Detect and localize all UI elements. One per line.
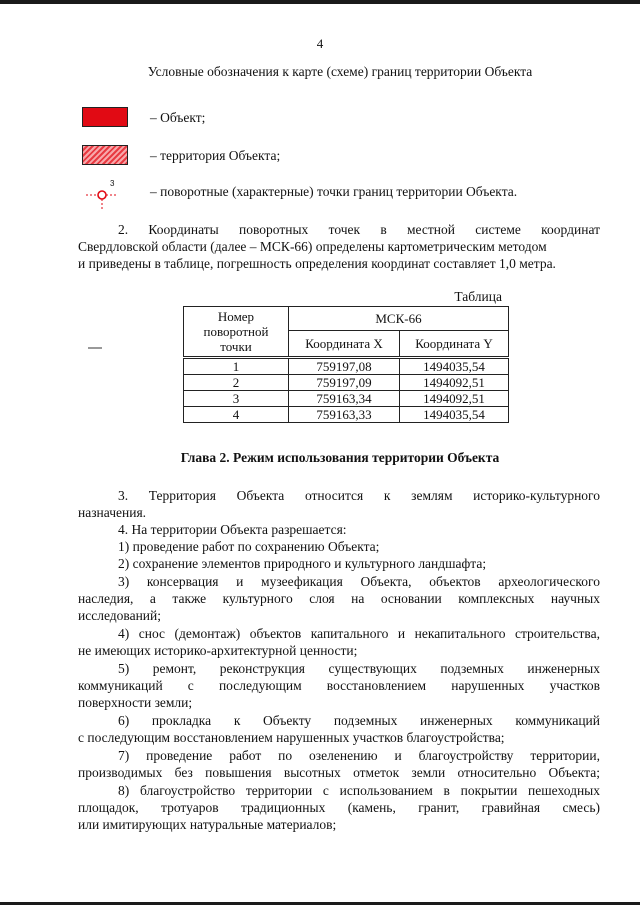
page-number: 4 — [316, 36, 324, 51]
text-line: 4) снос (демонтаж) объектов капитального и некапитального строительства, — [118, 626, 600, 641]
text-line: 5) ремонт, реконструкция существующих подземных инженерных — [118, 661, 600, 676]
text-line: 6) прокладка к Объекту подземных инженерных коммуникаций — [118, 713, 600, 728]
text-line: 8) благоустройство территории с использованием в покрытии пешеходных — [118, 783, 600, 798]
table-header-x: Координата X — [289, 330, 400, 357]
paragraph-2-line-2: Свердловской области (далее – МСК-66) определены картометрическим методом — [78, 239, 547, 254]
text-line: исследований; — [78, 608, 161, 623]
point-number-label: 3 — [110, 179, 115, 188]
table-header-msk: МСК-66 — [289, 307, 509, 331]
text-line: не имеющих историко-архитектурной ценности; — [78, 643, 358, 658]
text-line: с последующим восстановлением нарушенных участков благоустройства; — [78, 730, 505, 745]
turning-point-icon — [82, 181, 132, 203]
territory-hatch-icon — [82, 145, 132, 167]
table-row: 2 759197,09 1494092,51 — [184, 375, 509, 391]
coordinates-table — [183, 306, 509, 423]
text-line: 3. Территория Объекта относится к землям историко-культурного — [118, 488, 600, 503]
table-header-y: Координата Y — [400, 330, 509, 357]
table-row: 1 759197,08 1494035,54 — [184, 358, 509, 375]
chapter-title: Глава 2. Режим использования территории Объекта — [180, 450, 500, 465]
text-line: 7) проведение работ по озеленению и благоустройству территории, — [118, 748, 600, 763]
scan-top-edge — [0, 0, 640, 4]
text-line: или имитирующих натуральные материалов; — [78, 817, 337, 832]
text-line: площадок, тротуаров традиционных (камень, гранит, гравийная смесь) — [78, 800, 600, 815]
legend-item-turning-point — [82, 179, 518, 204]
text-line: наследия, а также культурного слоя на основании комплексных научных — [78, 591, 600, 606]
legend-item-label: – Объект; — [150, 110, 206, 125]
text-line: назначения. — [78, 505, 147, 520]
object-symbol-icon — [82, 107, 132, 129]
text-line: поверхности земли; — [78, 695, 193, 710]
paragraph-2-line-1: 2. Координаты поворотных точек в местной системе координат — [118, 222, 600, 237]
text-line: производимых без повышения высотных отметок земли относительно Объекта; — [78, 765, 600, 780]
text-line: 1) проведение работ по сохранению Объекта; — [118, 539, 380, 554]
legend-item-label: – поворотные (характерные) точки границ территории Объекта. — [150, 184, 518, 199]
table-caption: Таблица — [454, 289, 502, 304]
legend-item-territory — [82, 144, 281, 168]
text-line: 3) консервация и музеефикация Объекта, объектов археологического — [118, 574, 600, 589]
table-header-point-number: Номер поворотной точки — [184, 307, 289, 358]
text-line: 4. На территории Объекта разрешается: — [118, 522, 347, 537]
legend-item-label: – территория Объекта; — [150, 148, 281, 163]
paragraph-2-line-3: и приведены в таблице, погрешность определения координат составляет 1,0 метра. — [78, 256, 556, 271]
text-line: коммуникаций с последующим восстановлением нарушенных участков — [78, 678, 600, 693]
scan-speck — [88, 347, 102, 349]
text-line: 2) сохранение элементов природного и культурного ландшафта; — [118, 556, 487, 571]
table-row: 3 759163,34 1494092,51 — [184, 391, 509, 407]
legend-title: Условные обозначения к карте (схеме) границ территории Объекта — [147, 64, 533, 79]
legend-item-object — [82, 106, 206, 130]
table-row: 4 759163,33 1494035,54 — [184, 407, 509, 423]
